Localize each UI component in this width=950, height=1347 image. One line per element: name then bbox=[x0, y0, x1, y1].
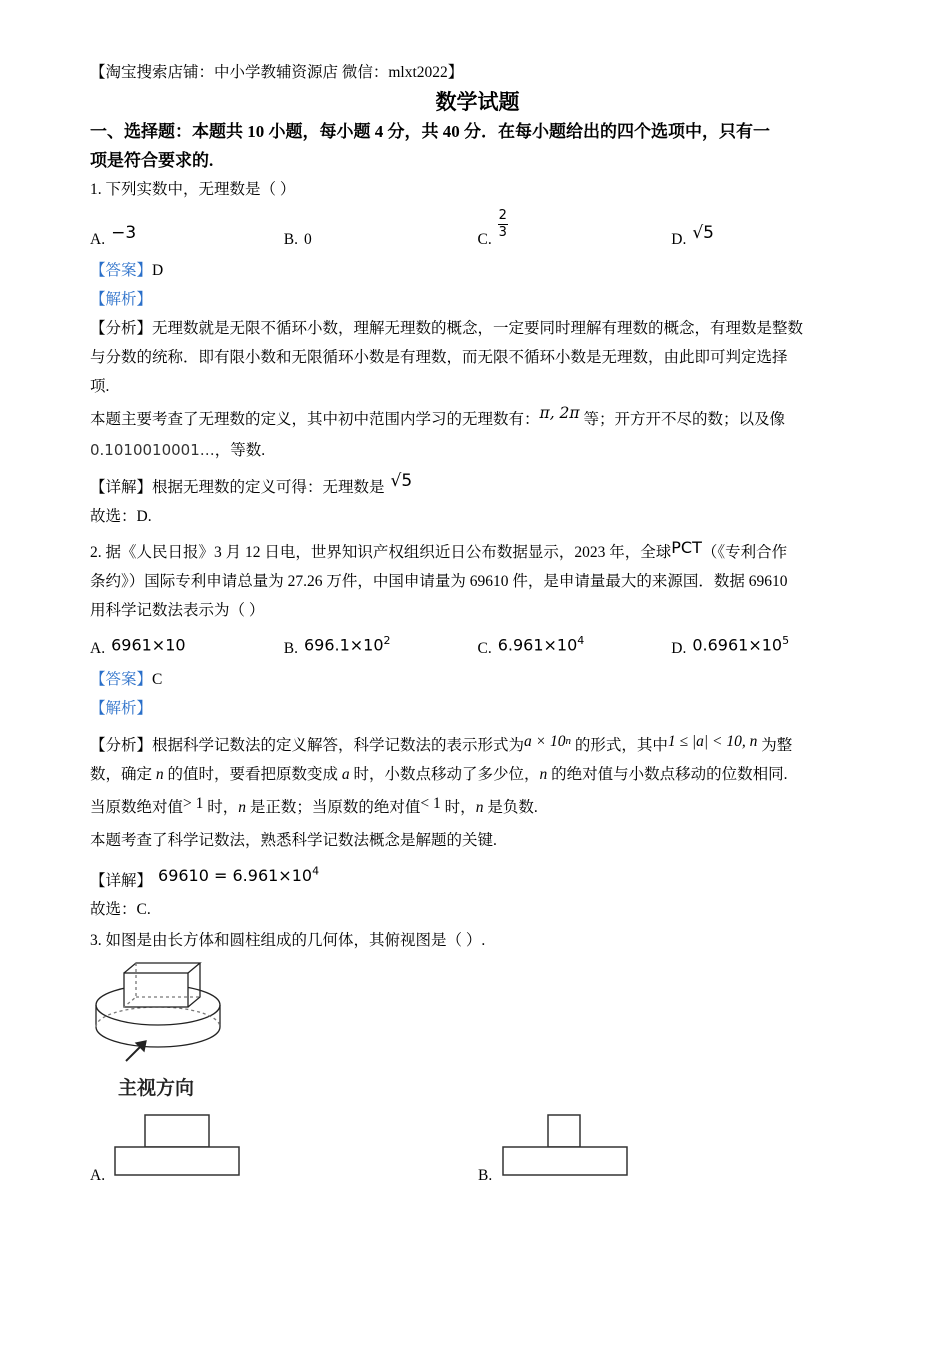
q1-fenxi-line1: 【分析】无理数就是无限不循环小数，理解无理数的概念，一定要同时理解有理数的概念，有理数是整数 bbox=[90, 320, 804, 337]
header-note: 【淘宝搜索店铺：中小学教辅资源店 微信：mlxt2022】 bbox=[90, 64, 464, 81]
q3-option-b-figure bbox=[500, 1113, 630, 1179]
q3-option-a-figure bbox=[112, 1113, 242, 1179]
q2-option-a: A. 6961×10 bbox=[90, 635, 186, 657]
q2-stem-line1: 2. 据《人民日报》3 月 12 日电，世界知识产权组织近日公布数据显示，2023 年，全球PCT（《专利合作 bbox=[90, 538, 788, 561]
q1-fenxi-line3: 项. bbox=[90, 378, 110, 395]
q2-answer: 【答案】C bbox=[90, 671, 163, 688]
q2-analysis-tag: 【解析】 bbox=[90, 700, 153, 717]
q2-stem-line3: 用科学记数法表示为（ ） bbox=[90, 602, 265, 619]
q2-fenxi-line1: 【分析】根据科学记数法的定义解答，科学记数法的表示形式为$a \times 10^n$ 的形式，其中1 ≤ |a| < 10, n 为整 bbox=[90, 733, 793, 755]
q1-options bbox=[90, 208, 865, 254]
page-title: 数学试题 bbox=[435, 90, 520, 114]
q1-note-line2: 0.1010010001…，等数. bbox=[90, 441, 266, 459]
q2-fenxi-line3: 当原数绝对值> 1 时，n 是正数；当原数的绝对值< 1 时，n 是负数. bbox=[90, 795, 538, 817]
q1-answer: 【答案】D bbox=[90, 262, 164, 279]
fraction: $\frac{2}{3}$ bbox=[498, 208, 507, 240]
q3-figure bbox=[90, 959, 865, 1107]
section-heading-line1: 一、选择题：本题共 10 小题，每小题 4 分，共 40 分．在每小题给出的四个选项中，只有一 bbox=[90, 122, 770, 141]
q1-analysis-tag: 【解析】 bbox=[90, 291, 153, 308]
q2-options bbox=[90, 629, 865, 663]
q1-detail: 【详解】根据无理数的定义可得：无理数是 √5 bbox=[90, 471, 413, 496]
q1-option-b: B. 0 bbox=[283, 231, 312, 248]
q3-option-a-label: A. bbox=[90, 1167, 106, 1185]
q2-option-b: B. $696.1\times 10^2$ bbox=[283, 633, 391, 657]
figure-direction-label: 主视方向 bbox=[118, 1077, 195, 1100]
q2-stem-line2: 条约》）国际专利申请总量为 27.26 万件，中国申请量为 69610 件，是申请量最大的来源国．数据 69610 bbox=[90, 573, 788, 590]
q1-choose: 故选：D. bbox=[90, 508, 152, 525]
q2-detail: 【详解】 $69610 = 6.961\times 10^4$ bbox=[90, 865, 320, 890]
q2-option-c: C. $6.961\times 10^4$ bbox=[477, 633, 585, 657]
q1-option-a: A. −3 bbox=[90, 223, 137, 248]
cylinder-cuboid-figure bbox=[92, 959, 252, 1071]
q2-fenxi-line2: 数，确定 n 的值时，要看把原数变成 a 时，小数点移动了多少位，n 的绝对值与小数点移动的位数相同. bbox=[90, 766, 788, 784]
q2-choose: 故选：C. bbox=[90, 901, 151, 919]
q1-stem: 1. 下列实数中，无理数是（ ） bbox=[90, 181, 296, 198]
q1-option-d: D. √5 bbox=[671, 223, 714, 248]
q2-note: 本题考查了科学记数法，熟悉科学记数法概念是解题的关键. bbox=[90, 832, 497, 850]
section-heading-line2: 项是符合要求的. bbox=[90, 151, 214, 170]
q2-option-d: D. $0.6961\times 10^5$ bbox=[671, 633, 790, 657]
document-page bbox=[90, 58, 865, 1193]
q1-fenxi-line2: 与分数的统称．即有限小数和无限循环小数是有理数，而无限不循环小数是无理数，由此即可判定选择 bbox=[90, 349, 788, 366]
q3-options bbox=[90, 1113, 865, 1193]
q1-option-c: C. $\frac{2}{3}$ bbox=[477, 208, 507, 248]
q3-option-b-label: B. bbox=[478, 1167, 493, 1185]
q3-stem: 3. 如图是由长方体和圆柱组成的几何体，其俯视图是（ ）. bbox=[90, 932, 486, 950]
q1-note-line1: 本题主要考查了无理数的定义，其中初中范围内学习的无理数有：π, 2π 等；开方开不尽的数；以及像 bbox=[90, 404, 785, 428]
